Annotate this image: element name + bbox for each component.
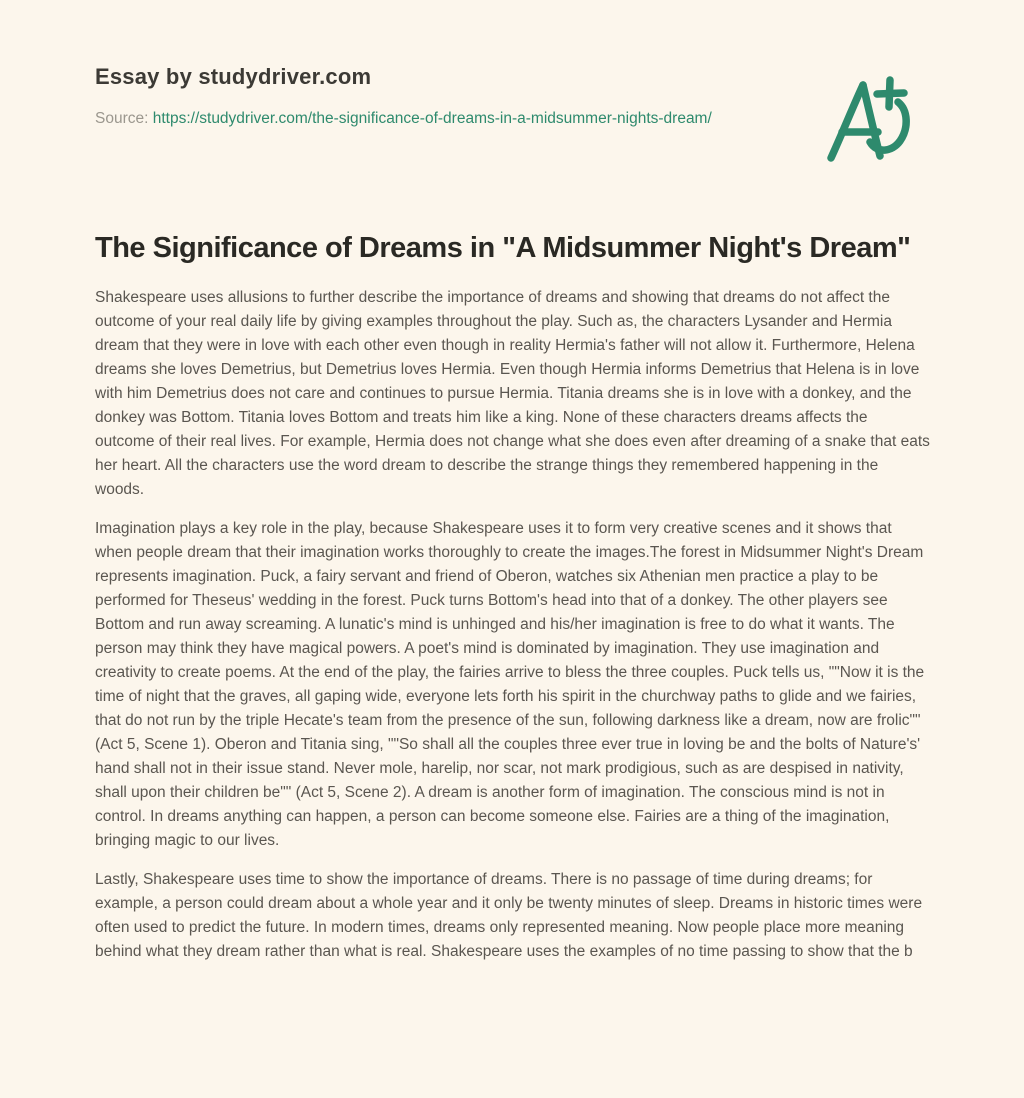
essay-by-heading: Essay by studydriver.com: [95, 64, 372, 89]
essay-paragraph-2: Imagination plays a key role in the play, because Shakespeare uses it to form very creative scenes and it shows that when people dream that their imagination works thoroughly to create the images.The forest in Midsummer Night's Dream represents imagination. Puck, a fairy servant and friend of Oberon, watches six Athenian men practice a play to be performed for Theseus' wedding in the forest. Puck turns Bottom's head into that of a donkey. The other players see Bottom and run away screaming. A lunatic's mind is unhinged and his/her imagination is free to do what it wants. The person may think they have magical powers. A poet's mind is dominated by imagination. They use imagination and creativity to create poems. At the end of the play, the fairies arrive to bless the three couples. Puck tells us, ""Now it is the time of night that the graves, all gaping wide, everyone lets forth his spirit in the churchway paths to glide and we fairies, that do not run by the triple Hecate's team from the presence of the sun, following darkness like a dream, now are frolic"" (Act 5, Scene 1). Oberon and Titania sing, ""So shall all the couples three ever true in loving be and the bolts of Nature's' hand shall not in their issue stand. Never mole, harelip, nor scar, not mark prodigious, such as are despised in nativity, shall upon their children be"" (Act 5, Scene 2). A dream is another form of imagination. The conscious mind is not in control. In dreams anything can happen, a person can become someone else. Fairies are a thing of the imagination, bringing magic to our lives.: [95, 520, 925, 849]
essay-article: [95, 226, 930, 964]
source-link[interactable]: https://studydriver.com/the-significance-of-dreams-in-a-midsummer-nights-dream/: [152, 110, 712, 127]
essay-paragraph-3: Lastly, Shakespeare uses time to show the importance of dreams. There is no passage of time during dreams; for example, a person could dream about a whole year and it only be twenty minutes of sleep. Dreams in historic times were often used to predict the future. In modern times, dreams only represented meaning. Now people place more meaning behind what they dream rather than what is real. Shakespeare uses the examples of no time passing to show that the b: [95, 871, 923, 960]
page-header: [95, 64, 930, 132]
source-line: [95, 106, 735, 132]
essay-paragraph-1: Shakespeare uses allusions to further describe the importance of dreams and showing that dreams do not affect the outcome of your real daily life by giving examples throughout the play. Such as, the characters Lysander and Hermia dream that they were in love with each other even though in reality Hermia's father will not allow it. Furthermore, Helena dreams she loves Demetrius, but Demetrius loves Hermia. Even though Hermia informs Demetrius that Helena is in love with him Demetrius does not care and continues to pursue Hermia. Titania dreams she is in love with a donkey, and the donkey was Bottom. Titania loves Bottom and treats him like a king. None of these characters dreams affects the outcome of their real lives. For example, Hermia does not change what she does even after dreaming of a snake that eats her heart. All the characters use the word dream to describe the strange things they remembered happening in the woods.: [95, 289, 930, 498]
source-label: Source:: [95, 110, 149, 127]
a-plus-logo-icon: [822, 74, 912, 166]
page-title: The Significance of Dreams in "A Midsummer Night's Dream": [95, 232, 911, 264]
